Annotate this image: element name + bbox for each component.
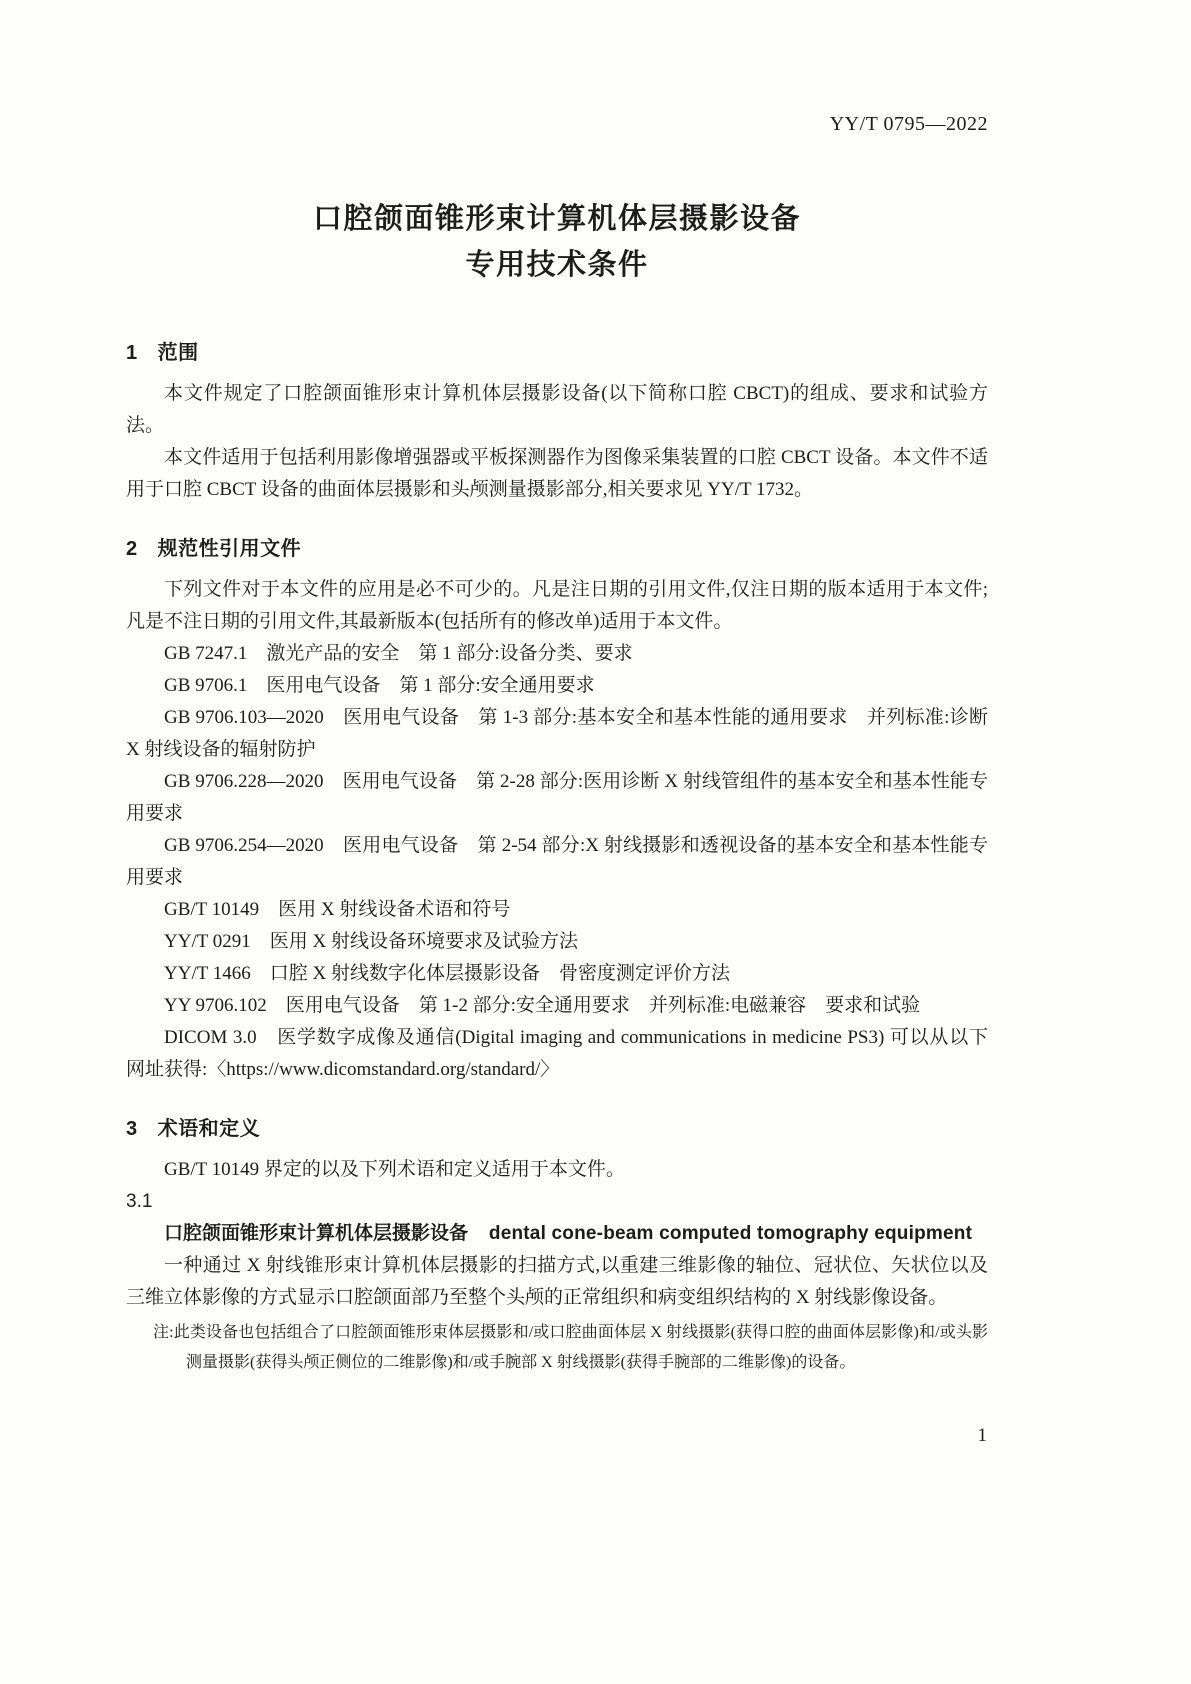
- reference-item: YY/T 0291 医用 X 射线设备环境要求及试验方法: [164, 931, 578, 952]
- paragraph: GB/T 10149 界定的以及下列术语和定义适用于本文件。: [164, 1159, 625, 1180]
- section-title: 术语和定义: [157, 1118, 261, 1140]
- note-label: 注:: [153, 1324, 174, 1341]
- reference-item: GB/T 10149 医用 X 射线设备术语和符号: [164, 899, 511, 920]
- term-chinese: 口腔颌面锥形束计算机体层摄影设备: [164, 1223, 469, 1244]
- page-content: [126, 112, 988, 1378]
- reference-item: GB 9706.1 医用电气设备 第 1 部分:安全通用要求: [164, 675, 595, 696]
- section-heading-terms-and-definitions: [126, 1116, 988, 1142]
- reference-item: YY 9706.102 医用电气设备 第 1-2 部分:安全通用要求 并列标准:电磁兼容 要求和试验: [164, 995, 921, 1016]
- document-title: [126, 196, 988, 288]
- term-entry-title: [126, 1218, 988, 1250]
- reference-item: DICOM 3.0 医学数字成像及通信(Digital imaging and communications in medicine PS3) 可以从以下网址获得:〈https://www.dicomstandard.org/standard/〉: [126, 1027, 988, 1080]
- standard-number: YY/T 0795—2022: [829, 113, 988, 135]
- section-number: 3: [126, 1118, 138, 1140]
- section-references-body: [126, 574, 988, 1086]
- paragraph: 下列文件对于本文件的应用是必不可少的。凡是注日期的引用文件,仅注日期的版本适用于本文件;凡是不注日期的引用文件,其最新版本(包括所有的修改单)适用于本文件。: [126, 579, 988, 632]
- section-title: 范围: [157, 342, 199, 364]
- term-note: [126, 1318, 988, 1378]
- section-title: 规范性引用文件: [157, 538, 302, 560]
- reference-item: YY/T 1466 口腔 X 射线数字化体层摄影设备 骨密度测定评价方法: [164, 963, 730, 984]
- section-heading-scope: [126, 340, 988, 366]
- paragraph: 本文件适用于包括利用影像增强器或平板探测器作为图像采集装置的口腔 CBCT 设备。本文件不适用于口腔 CBCT 设备的曲面体层摄影和头颅测量摄影部分,相关要求见 YY/T 1732。: [126, 447, 988, 500]
- reference-item: GB 9706.254—2020 医用电气设备 第 2-54 部分:X 射线摄影和透视设备的基本安全和基本性能专用要求: [126, 835, 988, 888]
- paragraph: 本文件规定了口腔颌面锥形束计算机体层摄影设备(以下简称口腔 CBCT)的组成、要求和试验方法。: [126, 383, 988, 436]
- term-entry-number: 3.1: [126, 1191, 153, 1212]
- section-heading-normative-references: [126, 536, 988, 562]
- page-number: 1: [977, 1425, 987, 1446]
- term-english: dental cone-beam computed tomography equipment: [488, 1223, 973, 1244]
- document-title-line1: 口腔颌面锥形束计算机体层摄影设备: [312, 203, 801, 235]
- section-number: 2: [126, 538, 138, 560]
- term-definition: 一种通过 X 射线锥形束计算机体层摄影的扫描方式,以重建三维影像的轴位、冠状位、矢状位以及三维立体影像的方式显示口腔颌面部乃至整个头颅的正常组织和病变组织结构的 X 射线影像设备。: [126, 1255, 988, 1308]
- reference-item: GB 9706.103—2020 医用电气设备 第 1-3 部分:基本安全和基本性能的通用要求 并列标准:诊断 X 射线设备的辐射防护: [126, 707, 988, 760]
- note-text: 此类设备也包括组合了口腔颌面锥形束体层摄影和/或口腔曲面体层 X 射线摄影(获得口腔的曲面体层影像)和/或头影测量摄影(获得头颅正侧位的二维影像)和/或手腕部 X 射线摄影(获得手腕部的二维影像)的设备。: [173, 1324, 988, 1371]
- document-title-line2: 专用技术条件: [465, 249, 649, 281]
- section-number: 1: [126, 342, 138, 364]
- section-terms-body: [126, 1154, 988, 1378]
- reference-item: GB 9706.228—2020 医用电气设备 第 2-28 部分:医用诊断 X 射线管组件的基本安全和基本性能专用要求: [126, 771, 988, 824]
- section-scope-body: [126, 378, 988, 506]
- reference-item: GB 7247.1 激光产品的安全 第 1 部分:设备分类、要求: [164, 643, 633, 664]
